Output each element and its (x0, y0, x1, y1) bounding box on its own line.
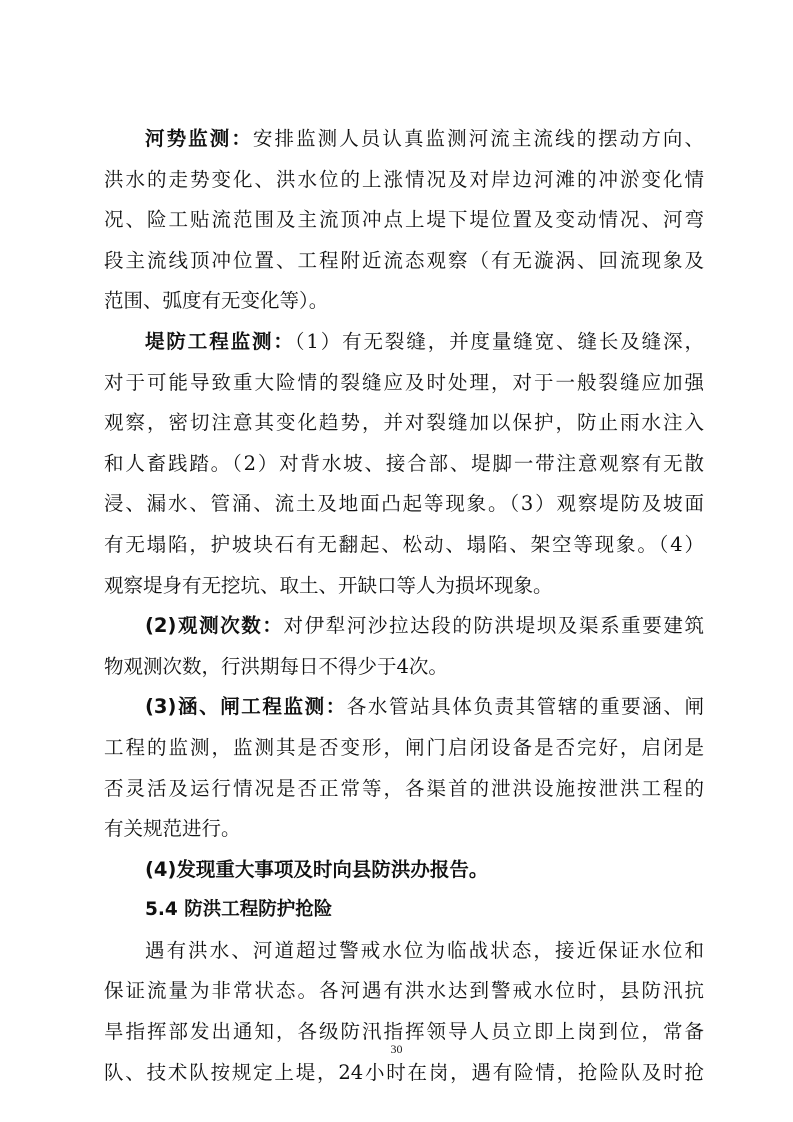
paragraph-dike-line-1 (104, 322, 704, 363)
paragraph-frequency-line-1 (104, 606, 704, 647)
text-line: 浸、漏水、管涌、流土及地面凸起等现象。（3）观察堤防及坡面 (104, 492, 704, 516)
paragraph-culvert-line-1 (104, 687, 704, 728)
page-body (104, 119, 704, 1093)
paragraph-label: 河势监测： (145, 127, 253, 150)
page-number: 30 (390, 1042, 403, 1056)
text-line: 队、技术队按规定上堤，24小时在岗，遇有险情，抢险队及时抢 (104, 1060, 704, 1084)
text-line: 段主流线顶冲位置、工程附近流态观察（有无漩涡、回流现象及 (104, 248, 704, 272)
text-line: 对伊犁河沙拉达段的防洪堤坝及渠系重要建筑 (283, 614, 704, 638)
paragraph-label: 堤防工程监测： (145, 329, 295, 353)
text-line: 遇有洪水、河道超过警戒水位为临战状态，接近保证水位和 (145, 938, 704, 962)
text-line: 况、险工贴流范围及主流顶冲点上堤下堤位置及变动情况、河弯 (104, 208, 704, 232)
text-line: 物观测次数，行洪期每日不得少于4次。 (104, 654, 448, 678)
text-line: 各水管站具体负责其管辖的重要涵、闸 (346, 695, 704, 719)
paragraph-label: (3)涵、闸工程监测： (145, 695, 347, 719)
section-heading: 5.4 防洪工程防护抢险 (145, 899, 333, 921)
text-line: 安排监测人员认真监测河流主流线的摆动方向、 (252, 127, 704, 150)
paragraph-river-line-1 (104, 119, 704, 160)
paragraph-report: (4)发现重大事项及时向县防洪办报告。 (145, 857, 489, 881)
text-line: 和人畜践踏。（2）对背水坡、接合部、堤脚一带注意观察有无散 (104, 451, 704, 475)
text-line: 对于可能导致重大险情的裂缝应及时处理，对于一般裂缝应加强 (104, 370, 704, 394)
text-line: （1）有无裂缝，并度量缝宽、缝长及缝深， (294, 329, 704, 353)
text-line: 观察，密切注意其变化趋势，并对裂缝加以保护，防止雨水注入 (104, 411, 704, 435)
text-line: 范围、弧度有无变化等）。 (104, 289, 329, 313)
text-line: 有关规范进行。 (104, 817, 241, 841)
text-line: 有无塌陷，护坡块石有无翻起、松动、塌陷、架空等现象。（4） (104, 532, 704, 556)
text-line: 保证流量为非常状态。各河遇有洪水达到警戒水位时，县防汛抗 (104, 979, 704, 1003)
text-line: 否灵活及运行情况是否正常等，各渠首的泄洪设施按泄洪工程的 (104, 776, 704, 800)
text-line: 观察堤身有无挖坑、取土、开缺口等人为损坏现象。 (104, 573, 553, 597)
text-line: 洪水的走势变化、洪水位的上涨情况及对岸边河滩的冲淤变化情 (104, 167, 704, 191)
text-line: 旱指挥部发出通知，各级防汛指挥领导人员立即上岗到位，常备 (104, 1020, 704, 1044)
paragraph-label: (2)观测次数： (145, 614, 284, 638)
text-line: 工程的监测，监测其是否变形，闸门启闭设备是否完好，启闭是 (104, 735, 704, 759)
